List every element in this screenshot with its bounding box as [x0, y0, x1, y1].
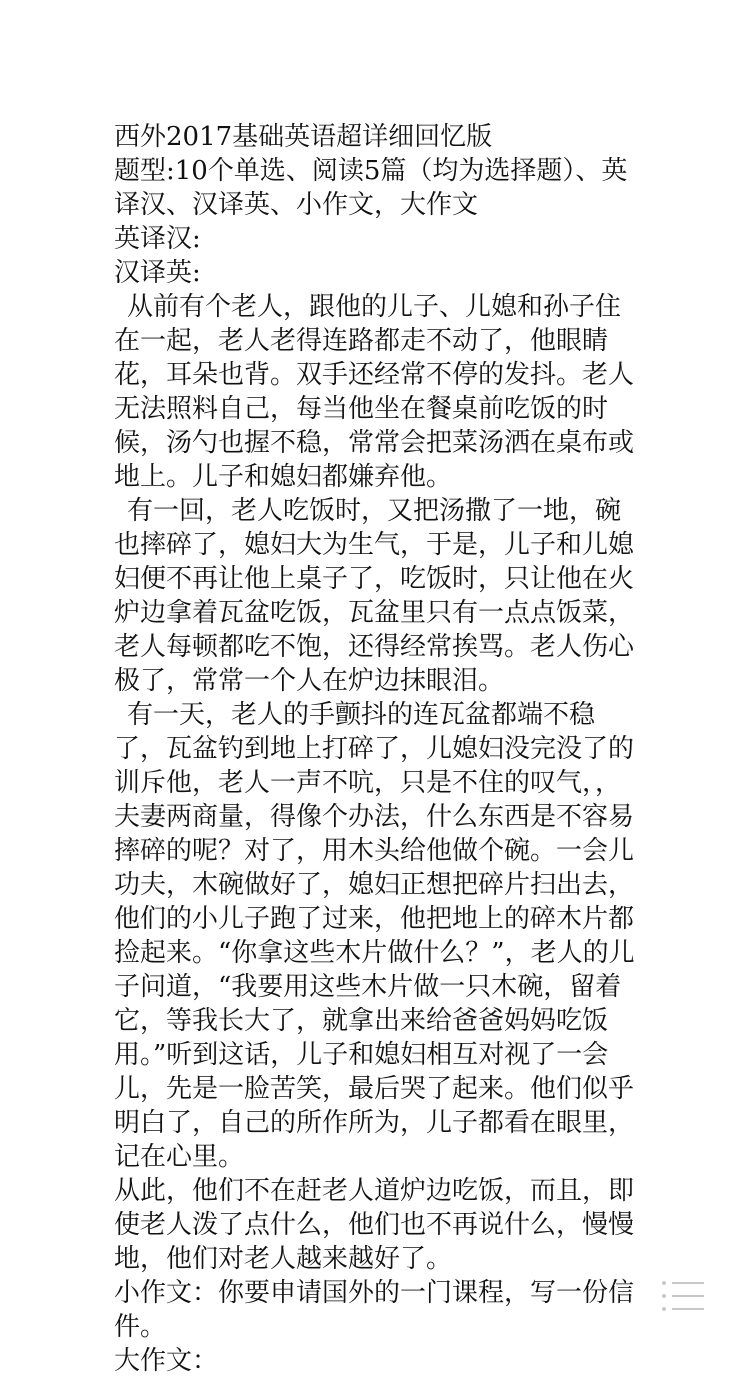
- en-to-zh-heading: 英译汉:: [114, 224, 201, 254]
- menu-line: [662, 1306, 706, 1312]
- big-essay-heading: 大作文：: [114, 1346, 219, 1376]
- story-paragraph-3: 有一天，老人的手颤抖的连瓦盆都端不稳了，瓦盆钓到地上打碎了，儿媳妇没完没了的训斥他，老人一声不吭，只是不住的叹气，，夫妻两商量，得像个办法，什么东西是不容易摔碎的呢？对了，用木头给他做个碗。一会儿功夫，木碗做好了，媳妇正想把碎片扫出去，他们的小儿子跑了过来，他把地上的碎木片都捡起来。“你拿这些木片做什么？”，老人的儿子问道，“我要用这些木片做一只木碗，留着它，等我长大了，就拿出来给爸爸妈妈吃饭用。”听到这话，儿子和媳妇相互对视了一会儿，先是一脸苦笑，最后哭了起来。他们似乎明白了，自己的所作所为，儿子都看在眼里，记在心里。: [114, 700, 635, 1172]
- list-menu-icon[interactable]: [662, 1278, 706, 1314]
- small-essay-prompt: 小作文：你要申请国外的一门课程，写一份信件。: [114, 1278, 635, 1342]
- document-body: [114, 120, 642, 1378]
- story-paragraph-1: 从前有个老人，跟他的儿子、儿媳和孙子住在一起，老人老得连路都走不动了，他眼睛花，耳朵也背。双手还经常不停的发抖。老人无法照料自己，每当他坐在餐桌前吃饭的时候，汤勺也握不稳，常常会把菜汤洒在桌布或地上。儿子和媳妇都嫌弃他。: [114, 292, 635, 492]
- menu-bar: [672, 1295, 704, 1297]
- menu-dot: [662, 1294, 666, 1298]
- menu-dot: [662, 1307, 666, 1311]
- menu-line: [662, 1280, 706, 1286]
- question-types: 题型:10个单选、阅读5篇（均为选择题）、英译汉、汉译英、小作文，大作文: [114, 156, 628, 220]
- zh-to-en-heading: 汉译英:: [114, 258, 201, 288]
- story-paragraph-2: 有一回，老人吃饭时，又把汤撒了一地，碗也摔碎了，媳妇大为生气，于是，儿子和儿媳妇便不再让他上桌子了，吃饭时，只让他在火炉边拿着瓦盆吃饭，瓦盆里只有一点点饭菜，老人每顿都吃不饱，还得经常挨骂。老人伤心极了，常常一个人在炉边抹眼泪。: [114, 496, 635, 696]
- menu-line: [662, 1293, 706, 1299]
- menu-bar: [672, 1308, 704, 1310]
- menu-bar: [672, 1282, 704, 1284]
- story-paragraph-4: 从此，他们不在赶老人道炉边吃饭，而且，即使老人泼了点什么，他们也不再说什么，慢慢地，他们对老人越来越好了。: [114, 1176, 635, 1274]
- menu-dot: [662, 1281, 666, 1285]
- document-title: 西外2017基础英语超详细回忆版: [114, 122, 493, 152]
